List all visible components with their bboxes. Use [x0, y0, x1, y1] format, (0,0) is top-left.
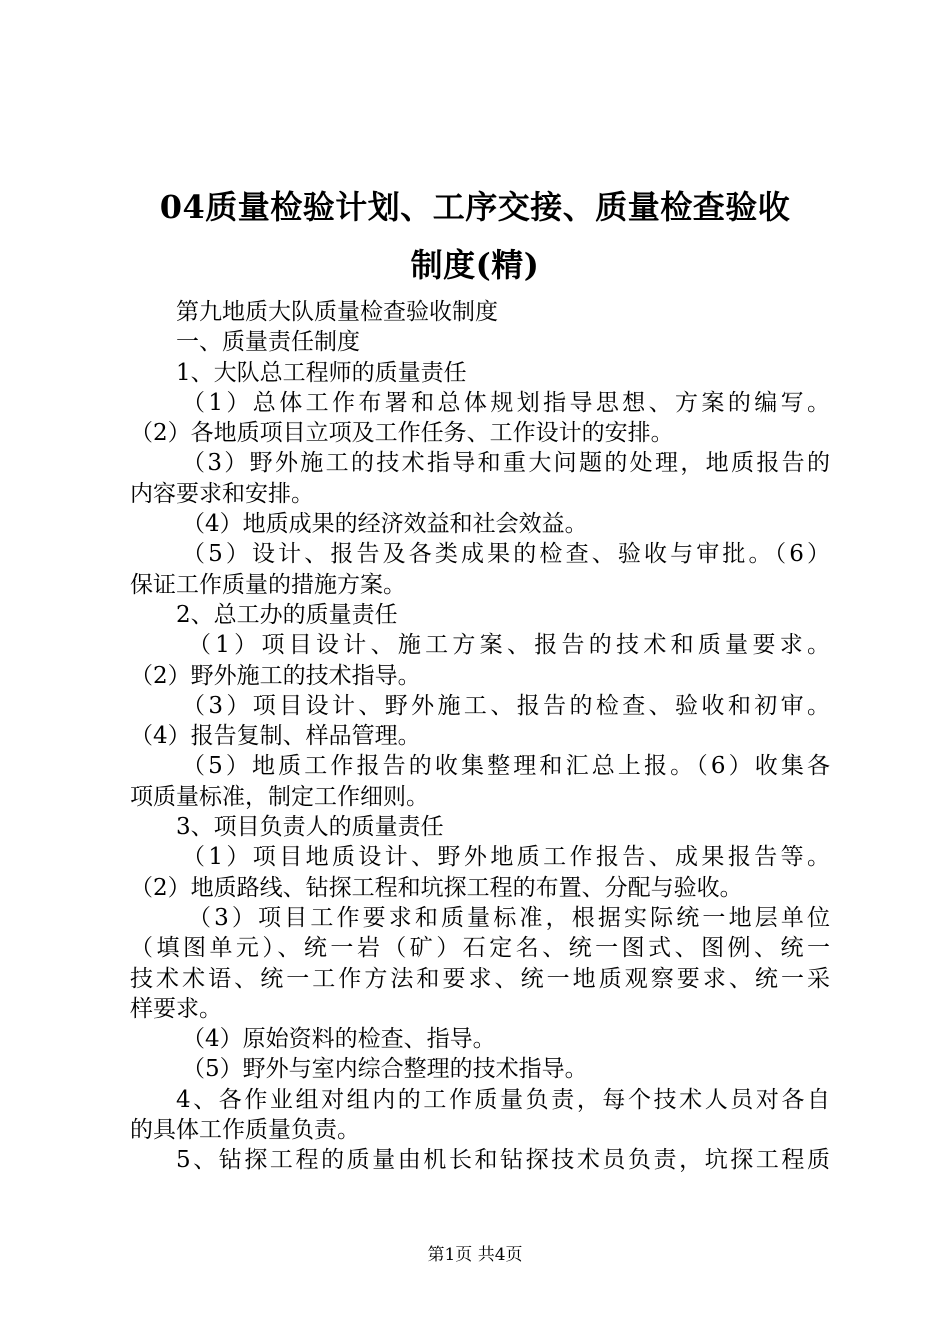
paragraph-line: 项质量标准，制定工作细则。	[130, 783, 429, 810]
paragraph-line: （5）设计、报告及各类成果的检查、验收与审批。（6）	[182, 541, 830, 568]
paragraph-line: （填图单元）、统一岩（矿）石定名、统一图式、图例、统一	[130, 935, 830, 962]
paragraph-line: 样要求。	[130, 995, 222, 1022]
paragraph-line: （5）地质工作报告的收集整理和汇总上报。（6）收集各	[182, 753, 830, 780]
paragraph-line: （3）项目工作要求和质量标准，根据实际统一地层单位	[188, 904, 830, 931]
document-title-line-2: 制度(精)	[410, 246, 540, 284]
subsection-heading: 3、项目负责人的质量责任	[176, 814, 444, 841]
paragraph-line: 保证工作质量的措施方案。	[130, 571, 406, 598]
paragraph-line: 技术术语、统一工作方法和要求、统一地质观察要求、统一采	[130, 965, 830, 992]
paragraph-line: （2）野外施工的技术指导。	[130, 662, 421, 689]
paragraph-line: （5）野外与室内综合整理的技术指导。	[182, 1056, 588, 1083]
paragraph-line: （1）项目地质设计、野外地质工作报告、成果报告等。	[182, 844, 830, 871]
page-footer: 第1页 共4页	[427, 1245, 523, 1265]
paragraph-line: （2）各地质项目立项及工作任务、工作设计的安排。	[130, 420, 674, 447]
document-body	[130, 297, 830, 1176]
paragraph-line: 5、钻探工程的质量由机长和钻探技术员负责，坑探工程质	[176, 1147, 830, 1174]
paragraph-line: 的具体工作质量负责。	[130, 1117, 360, 1144]
paragraph-line: （4）原始资料的检查、指导。	[182, 1026, 496, 1053]
paragraph-line: （3）野外施工的技术指导和重大问题的处理，地质报告的	[182, 450, 830, 477]
subsection-heading: 1、大队总工程师的质量责任	[176, 359, 467, 386]
paragraph-line: （2）地质路线、钻探工程和坑探工程的布置、分配与验收。	[130, 874, 743, 901]
document-title-line-1: 04质量检验计划、工序交接、质量检查验收	[159, 188, 791, 226]
paragraph-line: （1）总体工作布署和总体规划指导思想、方案的编写。	[182, 389, 830, 416]
paragraph-line: （4）地质成果的经济效益和社会效益。	[182, 511, 588, 538]
section-heading: 第九地质大队质量检查验收制度	[176, 299, 498, 325]
subsection-heading: 2、总工办的质量责任	[176, 601, 398, 628]
paragraph-line: （3）项目设计、野外施工、报告的检查、验收和初审。	[182, 692, 830, 719]
paragraph-line: （1）项目设计、施工方案、报告的技术和质量要求。	[188, 632, 830, 659]
section-heading: 一、质量责任制度	[176, 329, 360, 356]
paragraph-line: 内容要求和安排。	[130, 480, 314, 507]
paragraph-line: 4、各作业组对组内的工作质量负责，每个技术人员对各自	[176, 1086, 830, 1113]
paragraph-line: （4）报告复制、样品管理。	[130, 723, 421, 750]
